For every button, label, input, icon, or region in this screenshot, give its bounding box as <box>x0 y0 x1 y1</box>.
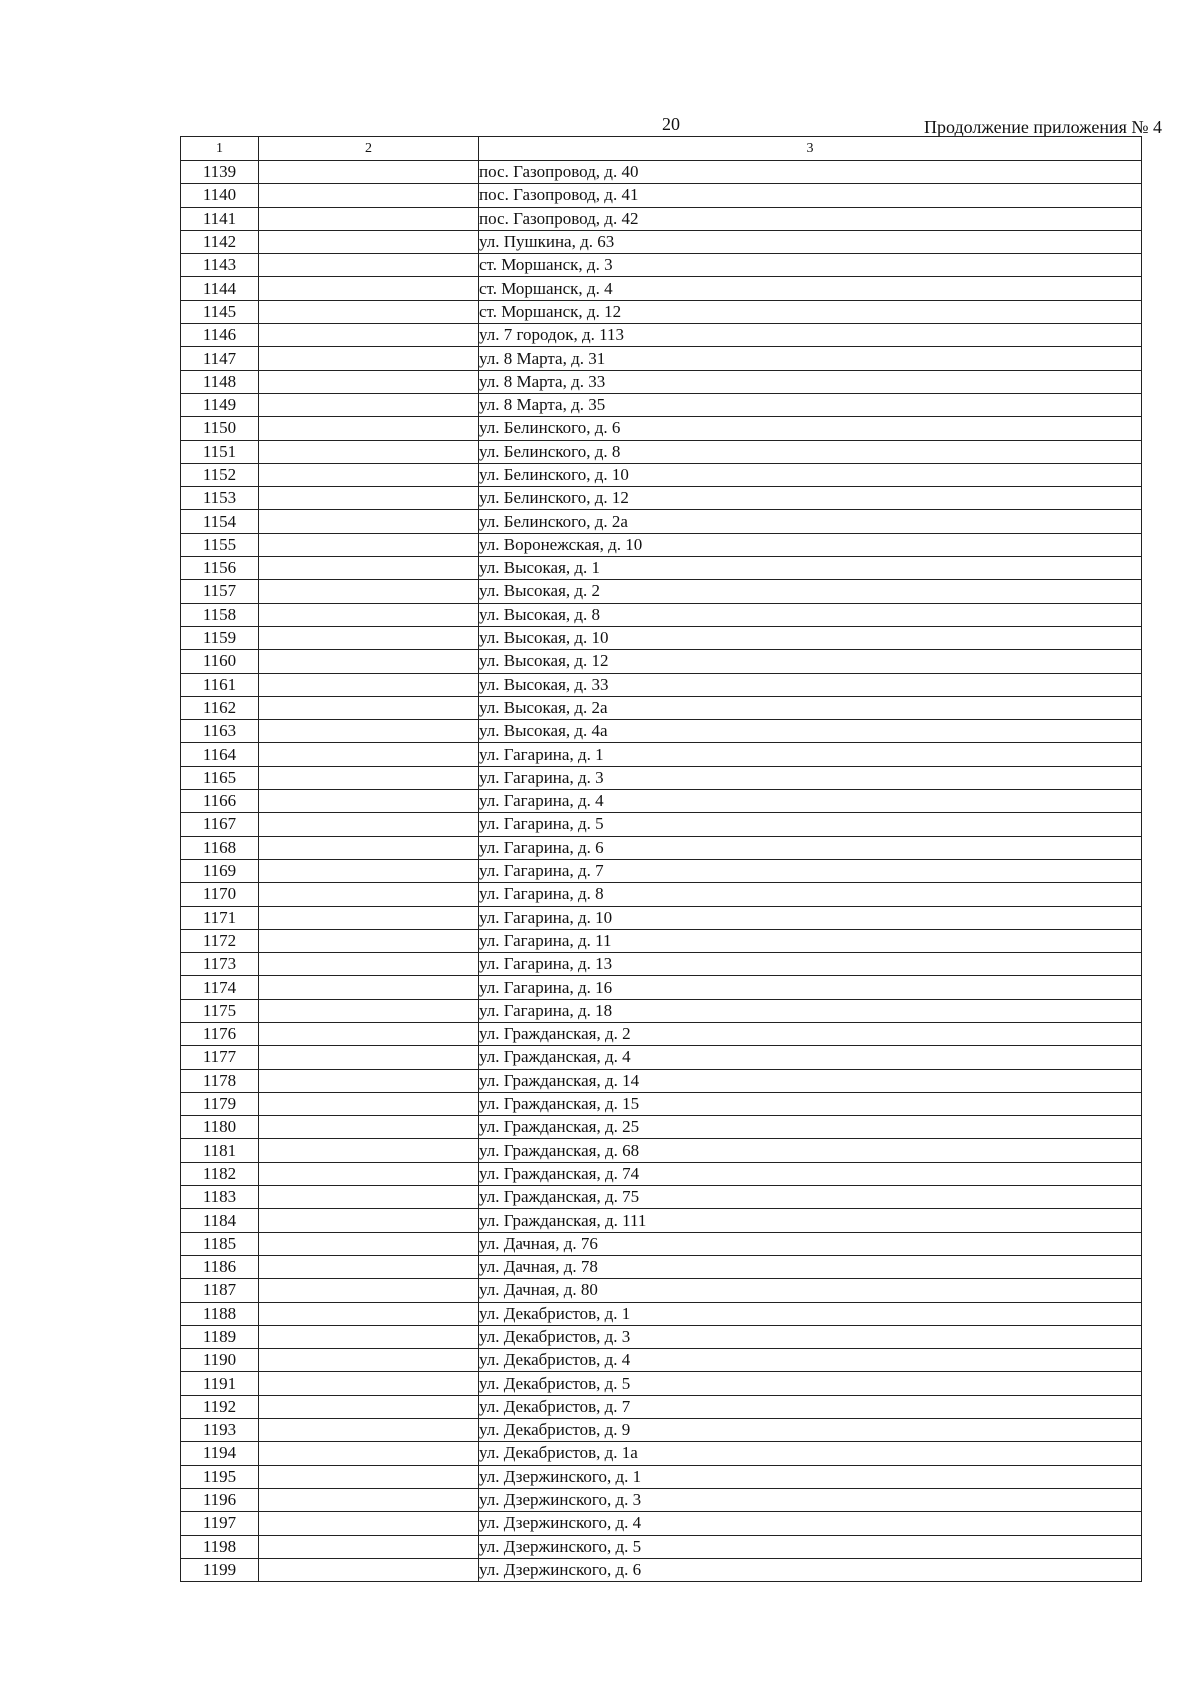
empty-cell <box>259 1488 479 1511</box>
page-number: 20 <box>662 114 680 134</box>
empty-cell <box>259 1279 479 1302</box>
address-cell: ул. Высокая, д. 1 <box>479 557 1142 580</box>
empty-cell <box>259 766 479 789</box>
empty-cell <box>259 1442 479 1465</box>
empty-cell <box>259 720 479 743</box>
address-cell: ул. Гагарина, д. 6 <box>479 836 1142 859</box>
row-number: 1187 <box>181 1279 259 1302</box>
row-number: 1150 <box>181 417 259 440</box>
table-row <box>181 1395 1142 1418</box>
row-number: 1177 <box>181 1046 259 1069</box>
row-number: 1153 <box>181 487 259 510</box>
table-row <box>181 230 1142 253</box>
row-number: 1191 <box>181 1372 259 1395</box>
row-number: 1169 <box>181 859 259 882</box>
empty-cell <box>259 1535 479 1558</box>
address-cell: ул. 8 Марта, д. 31 <box>479 347 1142 370</box>
empty-cell <box>259 1116 479 1139</box>
address-cell: ул. Высокая, д. 2 <box>479 580 1142 603</box>
row-number: 1160 <box>181 650 259 673</box>
table-row <box>181 743 1142 766</box>
empty-cell <box>259 929 479 952</box>
row-number: 1158 <box>181 603 259 626</box>
table-row <box>181 207 1142 230</box>
row-number: 1159 <box>181 626 259 649</box>
address-cell: ул. Гагарина, д. 1 <box>479 743 1142 766</box>
table-row <box>181 557 1142 580</box>
address-cell: ул. Декабристов, д. 3 <box>479 1325 1142 1348</box>
table-row <box>181 324 1142 347</box>
table-row <box>181 1232 1142 1255</box>
empty-cell <box>259 440 479 463</box>
empty-cell <box>259 1349 479 1372</box>
table-row <box>181 1558 1142 1581</box>
row-number: 1157 <box>181 580 259 603</box>
empty-cell <box>259 650 479 673</box>
empty-cell <box>259 510 479 533</box>
row-number: 1142 <box>181 230 259 253</box>
empty-cell <box>259 324 479 347</box>
row-number: 1168 <box>181 836 259 859</box>
row-number: 1161 <box>181 673 259 696</box>
empty-cell <box>259 1419 479 1442</box>
row-number: 1163 <box>181 720 259 743</box>
row-number: 1175 <box>181 999 259 1022</box>
row-number: 1182 <box>181 1162 259 1185</box>
table-row <box>181 953 1142 976</box>
empty-cell <box>259 230 479 253</box>
table-row <box>181 650 1142 673</box>
table-row <box>181 393 1142 416</box>
empty-cell <box>259 1465 479 1488</box>
empty-cell <box>259 1372 479 1395</box>
column-header-1: 1 <box>181 137 259 161</box>
column-header-3: 3 <box>479 137 1142 161</box>
row-number: 1192 <box>181 1395 259 1418</box>
table-row <box>181 720 1142 743</box>
row-number: 1179 <box>181 1092 259 1115</box>
table-row <box>181 1116 1142 1139</box>
row-number: 1144 <box>181 277 259 300</box>
empty-cell <box>259 1558 479 1581</box>
empty-cell <box>259 370 479 393</box>
table-row <box>181 1419 1142 1442</box>
empty-cell <box>259 813 479 836</box>
address-cell: ст. Моршанск, д. 3 <box>479 254 1142 277</box>
table-row <box>181 1069 1142 1092</box>
table-row <box>181 1442 1142 1465</box>
address-cell: ул. Гагарина, д. 8 <box>479 883 1142 906</box>
table-row <box>181 580 1142 603</box>
empty-cell <box>259 207 479 230</box>
address-cell: ул. Гагарина, д. 4 <box>479 790 1142 813</box>
address-cell: ул. Дзержинского, д. 3 <box>479 1488 1142 1511</box>
row-number: 1197 <box>181 1512 259 1535</box>
row-number: 1173 <box>181 953 259 976</box>
row-number: 1166 <box>181 790 259 813</box>
table-row <box>181 347 1142 370</box>
row-number: 1143 <box>181 254 259 277</box>
table-row <box>181 1139 1142 1162</box>
row-number: 1174 <box>181 976 259 999</box>
empty-cell <box>259 277 479 300</box>
empty-cell <box>259 743 479 766</box>
row-number: 1171 <box>181 906 259 929</box>
address-cell: ул. Гражданская, д. 14 <box>479 1069 1142 1092</box>
empty-cell <box>259 1022 479 1045</box>
row-number: 1185 <box>181 1232 259 1255</box>
empty-cell <box>259 603 479 626</box>
empty-cell <box>259 1092 479 1115</box>
empty-cell <box>259 1255 479 1278</box>
empty-cell <box>259 161 479 184</box>
empty-cell <box>259 393 479 416</box>
address-cell: ул. Декабристов, д. 1а <box>479 1442 1142 1465</box>
row-number: 1162 <box>181 696 259 719</box>
row-number: 1165 <box>181 766 259 789</box>
address-cell: ул. Декабристов, д. 7 <box>479 1395 1142 1418</box>
row-number: 1188 <box>181 1302 259 1325</box>
table-row <box>181 929 1142 952</box>
address-cell: ул. Белинского, д. 12 <box>479 487 1142 510</box>
empty-cell <box>259 533 479 556</box>
address-cell: ул. Гагарина, д. 11 <box>479 929 1142 952</box>
empty-cell <box>259 254 479 277</box>
row-number: 1190 <box>181 1349 259 1372</box>
table-body <box>181 137 1142 1582</box>
address-cell: ул. Гражданская, д. 68 <box>479 1139 1142 1162</box>
row-number: 1199 <box>181 1558 259 1581</box>
address-cell: ул. Гражданская, д. 4 <box>479 1046 1142 1069</box>
address-cell: ул. Белинского, д. 8 <box>479 440 1142 463</box>
empty-cell <box>259 1232 479 1255</box>
table-row <box>181 813 1142 836</box>
empty-cell <box>259 1302 479 1325</box>
empty-cell <box>259 999 479 1022</box>
row-number: 1151 <box>181 440 259 463</box>
table-row <box>181 1046 1142 1069</box>
row-number: 1154 <box>181 510 259 533</box>
empty-cell <box>259 696 479 719</box>
row-number: 1145 <box>181 300 259 323</box>
row-number: 1155 <box>181 533 259 556</box>
address-cell: ул. Белинского, д. 2а <box>479 510 1142 533</box>
address-cell: ул. Гражданская, д. 15 <box>479 1092 1142 1115</box>
address-cell: ул. Дзержинского, д. 6 <box>479 1558 1142 1581</box>
address-cell: ул. Декабристов, д. 4 <box>479 1349 1142 1372</box>
table-row <box>181 1092 1142 1115</box>
table-row <box>181 883 1142 906</box>
row-number: 1178 <box>181 1069 259 1092</box>
address-cell: ул. Гагарина, д. 18 <box>479 999 1142 1022</box>
address-cell: пос. Газопровод, д. 42 <box>479 207 1142 230</box>
table-row <box>181 1349 1142 1372</box>
empty-cell <box>259 463 479 486</box>
table-row <box>181 1302 1142 1325</box>
address-cell: ул. Высокая, д. 8 <box>479 603 1142 626</box>
address-cell: ул. Высокая, д. 2а <box>479 696 1142 719</box>
row-number: 1170 <box>181 883 259 906</box>
header-row <box>181 137 1142 161</box>
empty-cell <box>259 300 479 323</box>
table-row <box>181 1325 1142 1348</box>
table-row <box>181 1022 1142 1045</box>
row-number: 1186 <box>181 1255 259 1278</box>
address-cell: ул. Белинского, д. 10 <box>479 463 1142 486</box>
empty-cell <box>259 626 479 649</box>
empty-cell <box>259 1069 479 1092</box>
address-cell: ул. Дачная, д. 80 <box>479 1279 1142 1302</box>
table-row <box>181 859 1142 882</box>
table-row <box>181 696 1142 719</box>
row-number: 1196 <box>181 1488 259 1511</box>
address-cell: ул. Высокая, д. 4а <box>479 720 1142 743</box>
table-row <box>181 906 1142 929</box>
address-cell: ул. Пушкина, д. 63 <box>479 230 1142 253</box>
table-row <box>181 1488 1142 1511</box>
table-row <box>181 277 1142 300</box>
address-cell: ул. Белинского, д. 6 <box>479 417 1142 440</box>
address-cell: ул. Декабристов, д. 9 <box>479 1419 1142 1442</box>
row-number: 1149 <box>181 393 259 416</box>
row-number: 1139 <box>181 161 259 184</box>
address-cell: пос. Газопровод, д. 41 <box>479 184 1142 207</box>
empty-cell <box>259 557 479 580</box>
row-number: 1183 <box>181 1186 259 1209</box>
row-number: 1193 <box>181 1419 259 1442</box>
table-row <box>181 463 1142 486</box>
row-number: 1172 <box>181 929 259 952</box>
row-number: 1148 <box>181 370 259 393</box>
address-cell: ст. Моршанск, д. 12 <box>479 300 1142 323</box>
address-cell: ст. Моршанск, д. 4 <box>479 277 1142 300</box>
table-row <box>181 1372 1142 1395</box>
address-cell: ул. Гагарина, д. 7 <box>479 859 1142 882</box>
empty-cell <box>259 673 479 696</box>
empty-cell <box>259 184 479 207</box>
address-cell: ул. Гагарина, д. 13 <box>479 953 1142 976</box>
empty-cell <box>259 859 479 882</box>
row-number: 1146 <box>181 324 259 347</box>
address-cell: ул. Воронежская, д. 10 <box>479 533 1142 556</box>
row-number: 1164 <box>181 743 259 766</box>
empty-cell <box>259 1325 479 1348</box>
empty-cell <box>259 836 479 859</box>
empty-cell <box>259 953 479 976</box>
table-row <box>181 1186 1142 1209</box>
empty-cell <box>259 1512 479 1535</box>
table-row <box>181 603 1142 626</box>
address-cell: ул. Гагарина, д. 5 <box>479 813 1142 836</box>
address-cell: ул. Гражданская, д. 25 <box>479 1116 1142 1139</box>
continuation-caption: Продолжение приложения № 4 <box>924 117 1163 137</box>
table-row <box>181 790 1142 813</box>
address-cell: ул. Дачная, д. 78 <box>479 1255 1142 1278</box>
table-row <box>181 1255 1142 1278</box>
address-cell: ул. Дзержинского, д. 1 <box>479 1465 1142 1488</box>
row-number: 1156 <box>181 557 259 580</box>
column-header-2: 2 <box>259 137 479 161</box>
empty-cell <box>259 1139 479 1162</box>
empty-cell <box>259 347 479 370</box>
address-cell: ул. Гражданская, д. 2 <box>479 1022 1142 1045</box>
row-number: 1176 <box>181 1022 259 1045</box>
empty-cell <box>259 976 479 999</box>
table-row <box>181 673 1142 696</box>
address-cell: ул. Дзержинского, д. 5 <box>479 1535 1142 1558</box>
address-cell: ул. Гагарина, д. 10 <box>479 906 1142 929</box>
table-row <box>181 1162 1142 1185</box>
row-number: 1152 <box>181 463 259 486</box>
row-number: 1189 <box>181 1325 259 1348</box>
table-row <box>181 440 1142 463</box>
row-number: 1194 <box>181 1442 259 1465</box>
table-row <box>181 1465 1142 1488</box>
table-row <box>181 533 1142 556</box>
row-number: 1198 <box>181 1535 259 1558</box>
empty-cell <box>259 580 479 603</box>
table-row <box>181 626 1142 649</box>
address-cell: ул. Гагарина, д. 16 <box>479 976 1142 999</box>
address-cell: ул. 8 Марта, д. 35 <box>479 393 1142 416</box>
address-cell: ул. Декабристов, д. 1 <box>479 1302 1142 1325</box>
empty-cell <box>259 1162 479 1185</box>
empty-cell <box>259 790 479 813</box>
table-row <box>181 999 1142 1022</box>
empty-cell <box>259 1395 479 1418</box>
address-cell: ул. Гражданская, д. 74 <box>479 1162 1142 1185</box>
address-cell: ул. Высокая, д. 10 <box>479 626 1142 649</box>
address-cell: пос. Газопровод, д. 40 <box>479 161 1142 184</box>
empty-cell <box>259 883 479 906</box>
empty-cell <box>259 906 479 929</box>
table-row <box>181 370 1142 393</box>
table-row <box>181 161 1142 184</box>
address-cell: ул. Высокая, д. 12 <box>479 650 1142 673</box>
table-row <box>181 510 1142 533</box>
address-cell: ул. Гагарина, д. 3 <box>479 766 1142 789</box>
table-row <box>181 836 1142 859</box>
address-cell: ул. Дачная, д. 76 <box>479 1232 1142 1255</box>
row-number: 1184 <box>181 1209 259 1232</box>
row-number: 1140 <box>181 184 259 207</box>
row-number: 1167 <box>181 813 259 836</box>
empty-cell <box>259 1209 479 1232</box>
row-number: 1141 <box>181 207 259 230</box>
row-number: 1180 <box>181 1116 259 1139</box>
address-cell: ул. Декабристов, д. 5 <box>479 1372 1142 1395</box>
row-number: 1181 <box>181 1139 259 1162</box>
table-row <box>181 487 1142 510</box>
table-row <box>181 417 1142 440</box>
address-cell: ул. Высокая, д. 33 <box>479 673 1142 696</box>
table-row <box>181 1512 1142 1535</box>
empty-cell <box>259 1186 479 1209</box>
table-row <box>181 1209 1142 1232</box>
row-number: 1147 <box>181 347 259 370</box>
table-row <box>181 300 1142 323</box>
table-row <box>181 1535 1142 1558</box>
table-row <box>181 976 1142 999</box>
table-row <box>181 184 1142 207</box>
table-row <box>181 1279 1142 1302</box>
empty-cell <box>259 417 479 440</box>
row-number: 1195 <box>181 1465 259 1488</box>
address-table <box>180 136 1142 1582</box>
address-cell: ул. 7 городок, д. 113 <box>479 324 1142 347</box>
table-row <box>181 254 1142 277</box>
address-cell: ул. Гражданская, д. 75 <box>479 1186 1142 1209</box>
address-cell: ул. Дзержинского, д. 4 <box>479 1512 1142 1535</box>
address-cell: ул. 8 Марта, д. 33 <box>479 370 1142 393</box>
address-cell: ул. Гражданская, д. 111 <box>479 1209 1142 1232</box>
table-row <box>181 766 1142 789</box>
empty-cell <box>259 487 479 510</box>
empty-cell <box>259 1046 479 1069</box>
